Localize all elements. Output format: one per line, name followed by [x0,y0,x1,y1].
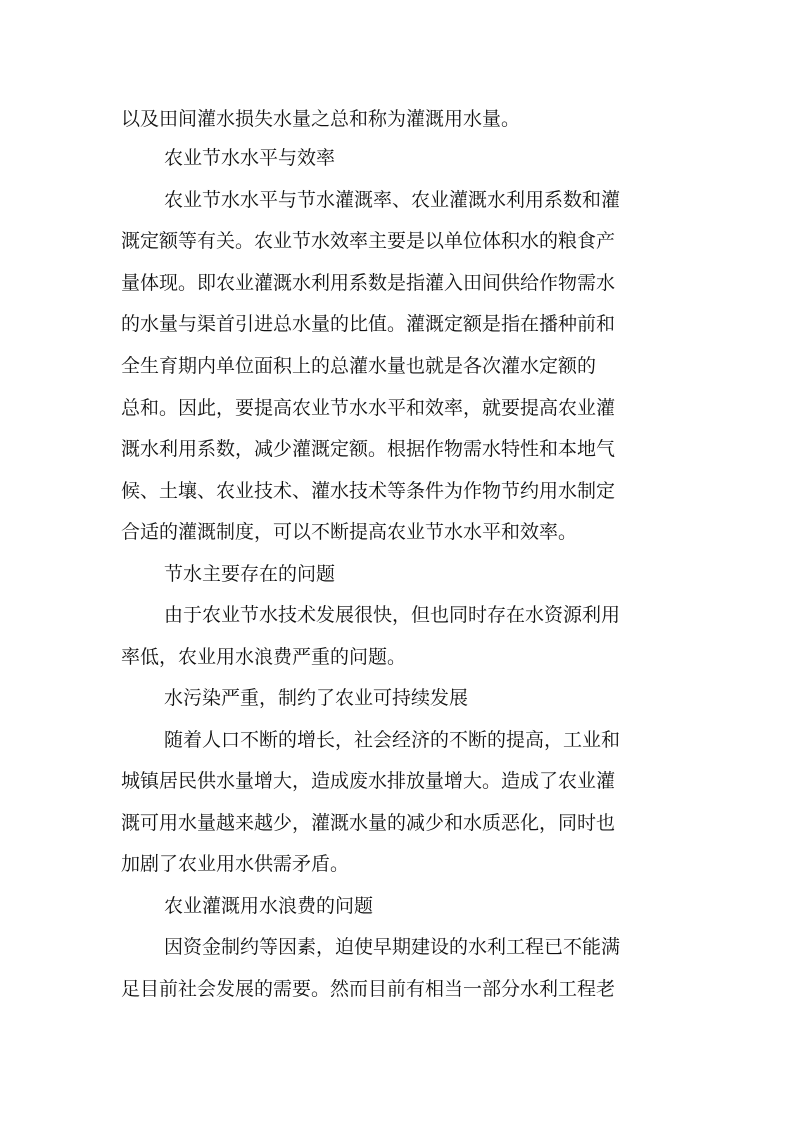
section-heading: 节水主要存在的问题 [164,563,336,585]
paragraph-line: 因资金制约等因素，迫使早期建设的水利工程已不能满 [164,936,621,958]
paragraph-line: 足目前社会发展的需要。然而目前有相当一部分水利工程老 [121,978,616,1000]
paragraph-line: 全生育期内单位面积上的总灌水量也就是各次灌水定额的 [121,355,597,377]
section-heading: 农业灌溉用水浪费的问题 [164,895,374,917]
paragraph-line: 以及田间灌水损失水量之总和称为灌溉用水量。 [121,108,521,130]
paragraph-line: 率低，农业用水浪费严重的问题。 [121,646,407,668]
section-heading: 水污染严重，制约了农业可持续发展 [164,687,469,709]
paragraph-line: 溉定额等有关。农业节水效率主要是以单位体积水的粮食产 [121,230,616,252]
paragraph-line: 溉可用水量越来越少，灌溉水量的减少和水质恶化，同时也 [121,812,616,834]
paragraph-line: 总和。因此，要提高农业节水水平和效率，就要提高农业灌 [121,397,616,419]
paragraph-line: 由于农业节水技术发展很快，但也同时存在水资源利用 [164,604,621,626]
paragraph-line: 随着人口不断的增长，社会经济的不断的提高，工业和 [164,729,621,751]
paragraph-line: 量体现。即农业灌溉水利用系数是指灌入田间供给作物需水 [121,272,616,294]
paragraph-line: 农业节水水平与节水灌溉率、农业灌溉水利用系数和灌 [164,189,621,211]
paragraph-line: 城镇居民供水量增大，造成废水排放量增大。造成了农业灌 [121,770,616,792]
section-heading: 农业节水水平与效率 [164,147,336,169]
paragraph-line: 加剧了农业用水供需矛盾。 [121,853,350,875]
paragraph-line: 候、土壤、农业技术、灌水技术等条件为作物节约用水制定 [121,480,616,502]
paragraph-line: 溉水利用系数，减少灌溉定额。根据作物需水特性和本地气 [121,438,616,460]
paragraph-line: 合适的灌溉制度，可以不断提高农业节水水平和效率。 [121,521,578,543]
paragraph-line: 的水量与渠首引进总水量的比值。灌溉定额是指在播种前和 [121,313,616,335]
